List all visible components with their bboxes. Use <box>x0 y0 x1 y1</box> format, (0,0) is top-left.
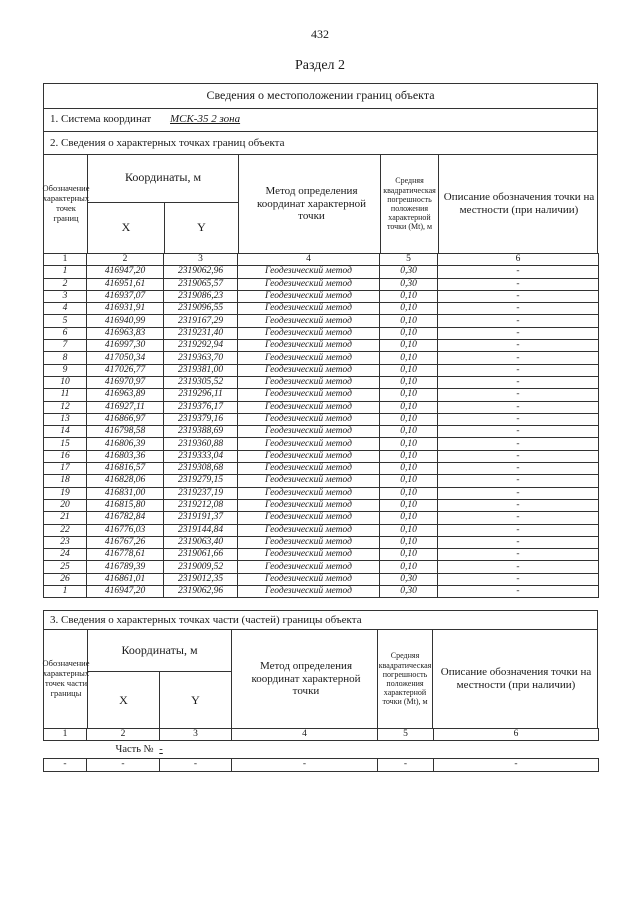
cell-method: Геодезический метод <box>238 536 380 548</box>
cell-desc: - <box>438 413 599 425</box>
cell-method: Геодезический метод <box>238 549 380 561</box>
cell-y: 2319381,00 <box>164 364 238 376</box>
col-num-3: 3 <box>160 729 232 741</box>
cell-point: 1 <box>44 266 87 278</box>
cell-point: 8 <box>44 352 87 364</box>
cell-x: 416767,26 <box>87 536 164 548</box>
cell-method: Геодезический метод <box>238 438 380 450</box>
cell-error: 0,10 <box>380 303 438 315</box>
table-row <box>44 376 599 388</box>
part-value: - <box>159 744 163 756</box>
cell-method: Геодезический метод <box>238 266 380 278</box>
table-row <box>44 340 599 352</box>
cell-point: 24 <box>44 549 87 561</box>
cell-x: 416861,01 <box>87 573 164 585</box>
part3-empty-row <box>44 759 599 771</box>
cell-point: 23 <box>44 536 87 548</box>
cell-point: 18 <box>44 475 87 487</box>
cell-method: Геодезический метод <box>238 450 380 462</box>
cell-desc: - <box>438 266 599 278</box>
cell-error: 0,30 <box>380 266 438 278</box>
cell-x: 416815,80 <box>87 499 164 511</box>
cell-y: 2319062,96 <box>164 586 238 598</box>
cell-x: 416831,00 <box>87 487 164 499</box>
cell-desc: - <box>438 463 599 475</box>
cell-y: 2319237,19 <box>164 487 238 499</box>
part3-colnum-row <box>44 729 599 741</box>
table-row <box>44 290 599 302</box>
cell-method: Геодезический метод <box>238 364 380 376</box>
cell-desc: - <box>438 401 599 413</box>
cell-x: 416963,83 <box>87 327 164 339</box>
cell-method: - <box>232 759 378 771</box>
table-row <box>44 315 599 327</box>
part2-hdr-x: X <box>121 220 131 235</box>
table-row <box>44 475 599 487</box>
cell-point: 13 <box>44 413 87 425</box>
table-row <box>44 303 599 315</box>
table-row <box>44 499 599 511</box>
cell-desc: - <box>438 278 599 290</box>
part3-hdr-x: X <box>119 693 128 708</box>
cell-error: 0,10 <box>380 524 438 536</box>
part3-header <box>43 629 598 729</box>
cell-y: 2319231,40 <box>164 327 238 339</box>
part3-part-row <box>44 741 599 759</box>
cell-error: 0,10 <box>380 549 438 561</box>
cell-x: 416866,97 <box>87 413 164 425</box>
cell-error: 0,10 <box>380 327 438 339</box>
cell-point: 7 <box>44 340 87 352</box>
table-row <box>44 524 599 536</box>
cell-desc: - <box>438 536 599 548</box>
cell-method: Геодезический метод <box>238 315 380 327</box>
part2-colnum-row <box>44 254 599 266</box>
part3-hdr-point: Обозначение характерных точек части границы <box>42 658 90 698</box>
part2-header <box>43 154 598 254</box>
cell-y: 2319063,40 <box>164 536 238 548</box>
cell-method: Геодезический метод <box>238 413 380 425</box>
cell-error: 0,10 <box>380 512 438 524</box>
cell-desc: - <box>438 512 599 524</box>
cell-x: 416997,30 <box>87 340 164 352</box>
table-row <box>44 512 599 524</box>
cell-method: Геодезический метод <box>238 561 380 573</box>
cell-x: 416828,06 <box>87 475 164 487</box>
part3-hdr-coords: Координаты, м <box>121 643 198 658</box>
cell-point: 14 <box>44 426 87 438</box>
cell-desc: - <box>438 561 599 573</box>
cell-x: 416816,57 <box>87 463 164 475</box>
table-row <box>44 463 599 475</box>
part2-hdr-coords: Координаты, м <box>124 170 202 185</box>
cell-point: 16 <box>44 450 87 462</box>
col-num-6: 6 <box>438 254 599 266</box>
cell-method: Геодезический метод <box>238 463 380 475</box>
col-num-1: 1 <box>44 254 87 266</box>
cell-error: 0,10 <box>380 413 438 425</box>
col-num-1: 1 <box>44 729 87 741</box>
cell-y: 2319061,66 <box>164 549 238 561</box>
cell-error: 0,10 <box>380 561 438 573</box>
cell-error: 0,10 <box>380 340 438 352</box>
part3-title-row <box>43 610 598 630</box>
cell-point: 20 <box>44 499 87 511</box>
table-row <box>44 266 599 278</box>
title-row <box>43 83 598 109</box>
cell-desc: - <box>438 315 599 327</box>
cell-method: Геодезический метод <box>238 426 380 438</box>
cell-error: 0,10 <box>380 475 438 487</box>
cell-point: 12 <box>44 401 87 413</box>
col-num-5: 5 <box>380 254 438 266</box>
cell-error: 0,10 <box>380 315 438 327</box>
table-row <box>44 327 599 339</box>
cell-x: 417026,77 <box>87 364 164 376</box>
cell-x: 416937,07 <box>87 290 164 302</box>
table-row <box>44 364 599 376</box>
cell-error: 0,10 <box>380 499 438 511</box>
cell-method: Геодезический метод <box>238 512 380 524</box>
table-title: Сведения о местоположении границ объекта <box>206 88 435 103</box>
cell-y: 2319212,08 <box>164 499 238 511</box>
col-num-4: 4 <box>232 729 378 741</box>
cell-y: 2319333,04 <box>164 450 238 462</box>
cell-x: 416940,99 <box>87 315 164 327</box>
col-num-6: 6 <box>434 729 599 741</box>
cell-error: 0,10 <box>380 290 438 302</box>
cell-x: 416931,91 <box>87 303 164 315</box>
cell-method: Геодезический метод <box>238 401 380 413</box>
cell-y: 2319296,11 <box>164 389 238 401</box>
table-row <box>44 438 599 450</box>
cell-method: Геодезический метод <box>238 487 380 499</box>
cell-point: 6 <box>44 327 87 339</box>
cell-desc: - <box>438 303 599 315</box>
part2-title: 2. Сведения о характерных точках границ объекта <box>50 137 285 149</box>
cell-x: 416947,20 <box>87 586 164 598</box>
cell-point: 21 <box>44 512 87 524</box>
table-row <box>44 426 599 438</box>
cell-desc: - <box>438 524 599 536</box>
cell-method: Геодезический метод <box>238 352 380 364</box>
table-row <box>44 389 599 401</box>
table-row <box>44 549 599 561</box>
table-row <box>44 352 599 364</box>
cell-desc: - <box>438 487 599 499</box>
cell-point: 2 <box>44 278 87 290</box>
cell-desc: - <box>434 759 599 771</box>
col-num-3: 3 <box>164 254 238 266</box>
part3-hdr-desc: Описание обозначения точки на местности (при наличии) <box>440 666 592 691</box>
cell-desc: - <box>438 389 599 401</box>
cell-desc: - <box>438 475 599 487</box>
cell-method: Геодезический метод <box>238 389 380 401</box>
cell-desc: - <box>438 376 599 388</box>
cell-error: 0,30 <box>380 586 438 598</box>
cell-point: 10 <box>44 376 87 388</box>
cell-desc: - <box>438 450 599 462</box>
cell-error: 0,10 <box>380 401 438 413</box>
cell-y: 2319279,15 <box>164 475 238 487</box>
cell-desc: - <box>438 364 599 376</box>
cell-error: 0,10 <box>380 352 438 364</box>
table-row <box>44 586 599 598</box>
cell-y: 2319096,55 <box>164 303 238 315</box>
cell-point: 25 <box>44 561 87 573</box>
cell-error: 0,10 <box>380 376 438 388</box>
cell-x: 416776,03 <box>87 524 164 536</box>
cell-x: 416951,61 <box>87 278 164 290</box>
cell-point: 11 <box>44 389 87 401</box>
part3-hdr-method: Метод определения координат характерной точки <box>251 660 361 698</box>
cell-x: 416947,20 <box>87 266 164 278</box>
section-title: Раздел 2 <box>294 58 346 73</box>
table-row <box>44 413 599 425</box>
cell-x: 416778,61 <box>87 549 164 561</box>
table-row <box>44 487 599 499</box>
cell-y: 2319292,94 <box>164 340 238 352</box>
cell-method: Геодезический метод <box>238 327 380 339</box>
cell-method: Геодезический метод <box>238 303 380 315</box>
cell-error: 0,30 <box>380 573 438 585</box>
cell-x: 416970,97 <box>87 376 164 388</box>
cell-point: 3 <box>44 290 87 302</box>
cell-desc: - <box>438 426 599 438</box>
cell-x: 416806,39 <box>87 438 164 450</box>
cell-point: 9 <box>44 364 87 376</box>
cell-y: 2319167,29 <box>164 315 238 327</box>
cell-x: 416798,58 <box>87 426 164 438</box>
part-label: Часть № <box>115 744 154 756</box>
col-num-4: 4 <box>238 254 380 266</box>
cell-y: 2319086,23 <box>164 290 238 302</box>
cell-y: 2319144,84 <box>164 524 238 536</box>
part2-hdr-desc: Описание обозначения точки на местности (при наличии) <box>443 191 595 216</box>
cell-y: 2319308,68 <box>164 463 238 475</box>
cell-x: 416963,89 <box>87 389 164 401</box>
cell-desc: - <box>438 438 599 450</box>
cell-y: 2319360,88 <box>164 438 238 450</box>
cell-y: 2319191,37 <box>164 512 238 524</box>
cell-x: 416927,11 <box>87 401 164 413</box>
part2-hdr-error: Средняя квадратическая погрешность положения характерной точки (Mt), м <box>383 176 436 232</box>
cell-point: 22 <box>44 524 87 536</box>
cell-desc: - <box>438 499 599 511</box>
cell-desc: - <box>438 549 599 561</box>
cell-point: 26 <box>44 573 87 585</box>
cell-desc: - <box>438 327 599 339</box>
cell-y: 2319009,52 <box>164 561 238 573</box>
cell-y: 2319012,35 <box>164 573 238 585</box>
table-row <box>44 450 599 462</box>
cell-y: 2319388,69 <box>164 426 238 438</box>
cell-x: 416789,39 <box>87 561 164 573</box>
cell-error: 0,10 <box>380 450 438 462</box>
cell-error: 0,10 <box>380 487 438 499</box>
cell-y: - <box>160 759 232 771</box>
part3-title: 3. Сведения о характерных точках части (частей) границы объекта <box>50 614 362 626</box>
cell-method: Геодезический метод <box>238 499 380 511</box>
cell-point: 4 <box>44 303 87 315</box>
cell-method: Геодезический метод <box>238 475 380 487</box>
cell-point: 5 <box>44 315 87 327</box>
cell-desc: - <box>438 573 599 585</box>
cell-point: 19 <box>44 487 87 499</box>
cell-error: 0,10 <box>380 364 438 376</box>
cell-desc: - <box>438 290 599 302</box>
part2-hdr-point: Обозначение характерных точек границ <box>42 183 90 223</box>
table-row <box>44 536 599 548</box>
part3-table <box>43 728 599 772</box>
cell-point: 1 <box>44 586 87 598</box>
page-number: 432 <box>311 27 329 41</box>
cell-error: 0,10 <box>380 438 438 450</box>
cell-method: Геодезический метод <box>238 376 380 388</box>
table-row <box>44 573 599 585</box>
coord-system-label: 1. Система координат <box>50 113 152 125</box>
cell-point: 15 <box>44 438 87 450</box>
col-num-2: 2 <box>87 729 160 741</box>
cell-method: Геодезический метод <box>238 586 380 598</box>
cell-point: 17 <box>44 463 87 475</box>
cell-method: Геодезический метод <box>238 290 380 302</box>
cell-method: Геодезический метод <box>238 340 380 352</box>
cell-error: 0,30 <box>380 278 438 290</box>
cell-y: 2319376,17 <box>164 401 238 413</box>
cell-y: 2319379,16 <box>164 413 238 425</box>
cell-y: 2319062,96 <box>164 266 238 278</box>
part2-table <box>43 253 599 598</box>
table-row <box>44 278 599 290</box>
cell-y: 2319305,52 <box>164 376 238 388</box>
part3-hdr-error: Средняя квадратическая погрешность положения характерной точки (Mt), м <box>378 651 432 707</box>
part3-hdr-y: Y <box>191 693 200 708</box>
cell-method: Геодезический метод <box>238 278 380 290</box>
table-row <box>44 561 599 573</box>
cell-y: 2319065,57 <box>164 278 238 290</box>
cell-x: - <box>87 759 160 771</box>
col-num-2: 2 <box>87 254 164 266</box>
cell-desc: - <box>438 586 599 598</box>
cell-desc: - <box>438 340 599 352</box>
col-num-5: 5 <box>378 729 434 741</box>
cell-error: 0,10 <box>380 389 438 401</box>
cell-error: 0,10 <box>380 426 438 438</box>
cell-method: Геодезический метод <box>238 524 380 536</box>
part2-title-row <box>43 131 598 155</box>
table-row <box>44 401 599 413</box>
cell-error: 0,10 <box>380 536 438 548</box>
cell-y: 2319363,70 <box>164 352 238 364</box>
coord-system-row <box>43 108 598 132</box>
cell-error: - <box>378 759 434 771</box>
cell-point: - <box>44 759 87 771</box>
cell-x: 416782,84 <box>87 512 164 524</box>
cell-x: 417050,34 <box>87 352 164 364</box>
cell-x: 416803,36 <box>87 450 164 462</box>
part2-hdr-method: Метод определения координат характерной точки <box>257 185 366 223</box>
cell-desc: - <box>438 352 599 364</box>
part2-hdr-y: Y <box>197 220 206 235</box>
cell-error: 0,10 <box>380 463 438 475</box>
coord-system-value: МСК-35 2 зона <box>170 113 241 125</box>
cell-method: Геодезический метод <box>238 573 380 585</box>
